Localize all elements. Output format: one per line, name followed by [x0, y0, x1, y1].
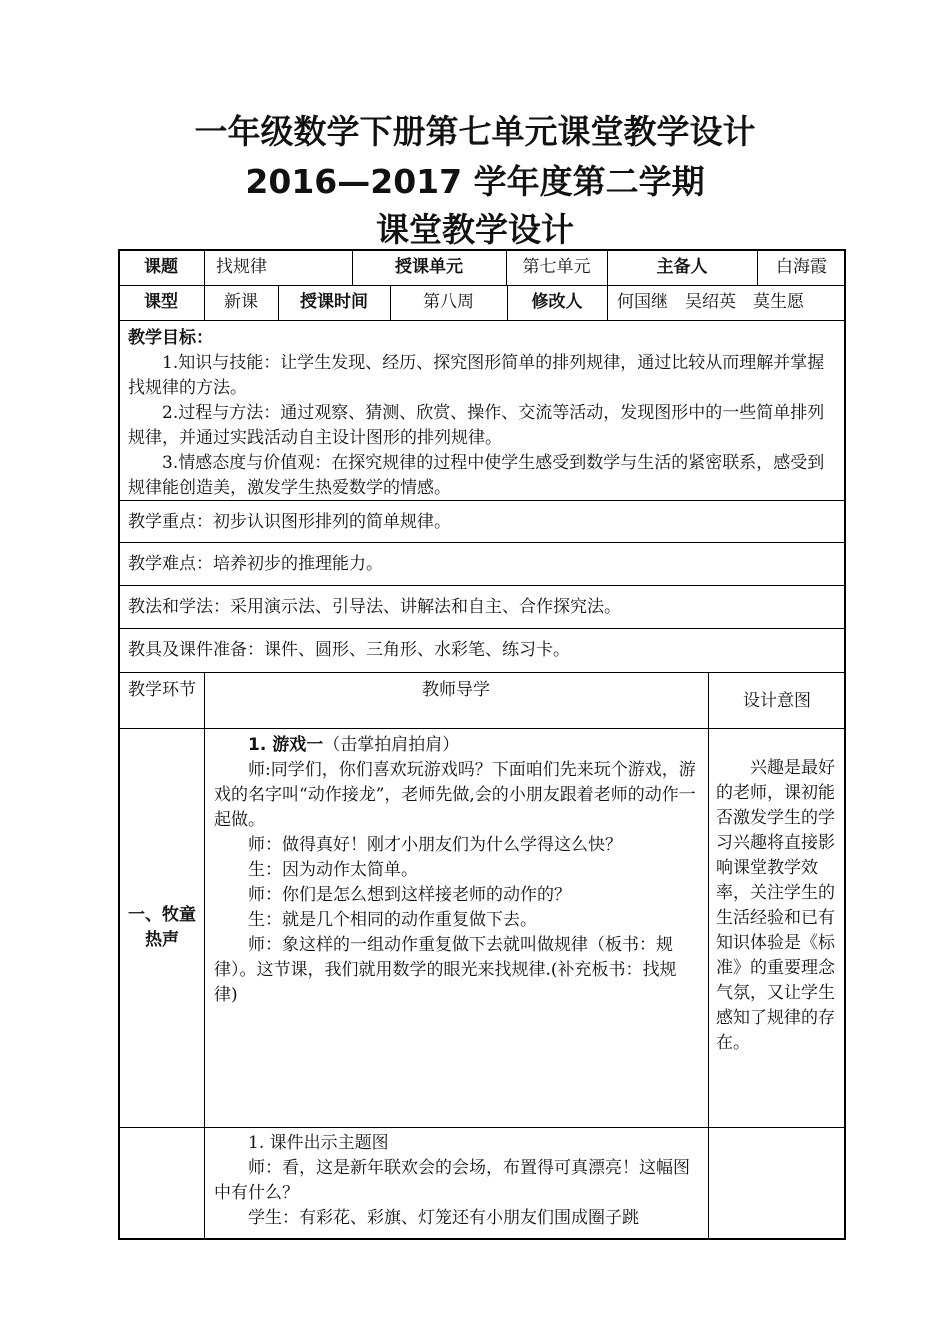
- lesson-type-label: 课型: [144, 292, 178, 312]
- school-year-title: 2016—2017 学年度第二学期: [245, 162, 705, 201]
- objectives-block: [128, 326, 840, 501]
- objectives-heading: 教学目标：: [128, 328, 213, 348]
- section2-line-2: 师：看，这是新年联欢会的会场，布置得可真漂亮！这幅图中有什么？: [214, 1158, 690, 1203]
- unit-label: 授课单元: [395, 257, 463, 277]
- document-title: 一年级数学下册第七单元课堂教学设计: [194, 112, 756, 151]
- guide-line-2: 师：做得真好！刚才小朋友们为什么学得这么快？: [248, 835, 622, 855]
- unit-value: 第七单元: [522, 257, 591, 277]
- teaching-materials: 教具及课件准备：课件、圆形、三角形、水彩笔、练习卡。: [128, 640, 570, 660]
- guide-line-5: 生：就是几个相同的动作重复做下去。: [248, 910, 537, 930]
- lesson-type-value: 新课: [224, 292, 258, 312]
- section1-intent: [716, 756, 840, 1056]
- guide-line-4: 师：你们是怎么想到这样接老师的动作的？: [248, 885, 571, 905]
- section2-line-1: 1. 课件出示主题图: [248, 1133, 389, 1153]
- design-title: 课堂教学设计: [376, 210, 574, 249]
- topic-value: 找规律: [216, 257, 267, 277]
- guide-line-6: 师：象这样的一组动作重复做下去就叫做规律（板书：规律）。这节课，我们就用数学的眼光来找规律.(补充板书：找规律): [214, 935, 677, 1005]
- section1-guide: [214, 733, 700, 1008]
- teaching-focus: 教学重点：初步认识图形排列的简单规律。: [128, 512, 451, 532]
- section2-line-3: 学生：有彩花、彩旗、灯笼还有小朋友们围成圈子跳: [248, 1208, 639, 1228]
- guide-line-1: 师:同学们，你们喜欢玩游戏吗？下面咱们先来玩个游戏，游戏的名字叫“动作接龙”，老师先做,会的小朋友跟着老师的动作一起做。: [214, 760, 696, 830]
- objective-2: 2.过程与方法：通过观察、猜测、欣赏、操作、交流等活动，发现图形中的一些简单排列规律，并通过实践活动自主设计图形的排列规律。: [128, 403, 825, 448]
- teaching-methods: 教法和学法：采用演示法、引导法、讲解法和自主、合作探究法。: [128, 597, 621, 617]
- reviser-label: 修改人: [531, 292, 583, 312]
- section2-guide: [214, 1131, 700, 1231]
- time-value: 第八周: [423, 292, 474, 312]
- guide-line-3: 生：因为动作太简单。: [248, 860, 418, 880]
- objective-1: 1.知识与技能：让学生发现、经历、探究图形简单的排列规律，通过比较从而理解并掌握找规律的方法。: [128, 353, 825, 398]
- guide-header: 教师导学: [422, 680, 490, 700]
- reviser-names: 何国继 吴绍英 莫生愿: [617, 292, 804, 312]
- teaching-difficulty: 教学难点：培养初步的推理能力。: [128, 554, 383, 574]
- time-label: 授课时间: [300, 292, 368, 312]
- game-title: 1. 游戏一: [248, 735, 324, 755]
- objective-3: 3.情感态度与价值观：在探究规律的过程中使学生感受到数学与生活的紧密联系，感受到规律能创造美，激发学生热爱数学的情感。: [128, 453, 825, 498]
- preparer-label: 主备人: [656, 257, 708, 277]
- stage-header: 教学环节: [128, 680, 196, 700]
- intent-header: 设计意图: [743, 691, 811, 711]
- intent-text: 兴趣是最好的老师，课初能否激发学生的学习兴趣将直接影响课堂教学效率，关注学生的生活经验和已有知识体验是《标准》的重要理念气氛，又让学生感知了规律的存在。: [716, 758, 835, 1053]
- preparer-value: 白海霞: [776, 257, 827, 277]
- game-note: （击掌拍肩拍肩）: [323, 735, 460, 755]
- stage-warmup: 一、牧童热声: [128, 905, 196, 950]
- topic-label: 课题: [144, 257, 178, 277]
